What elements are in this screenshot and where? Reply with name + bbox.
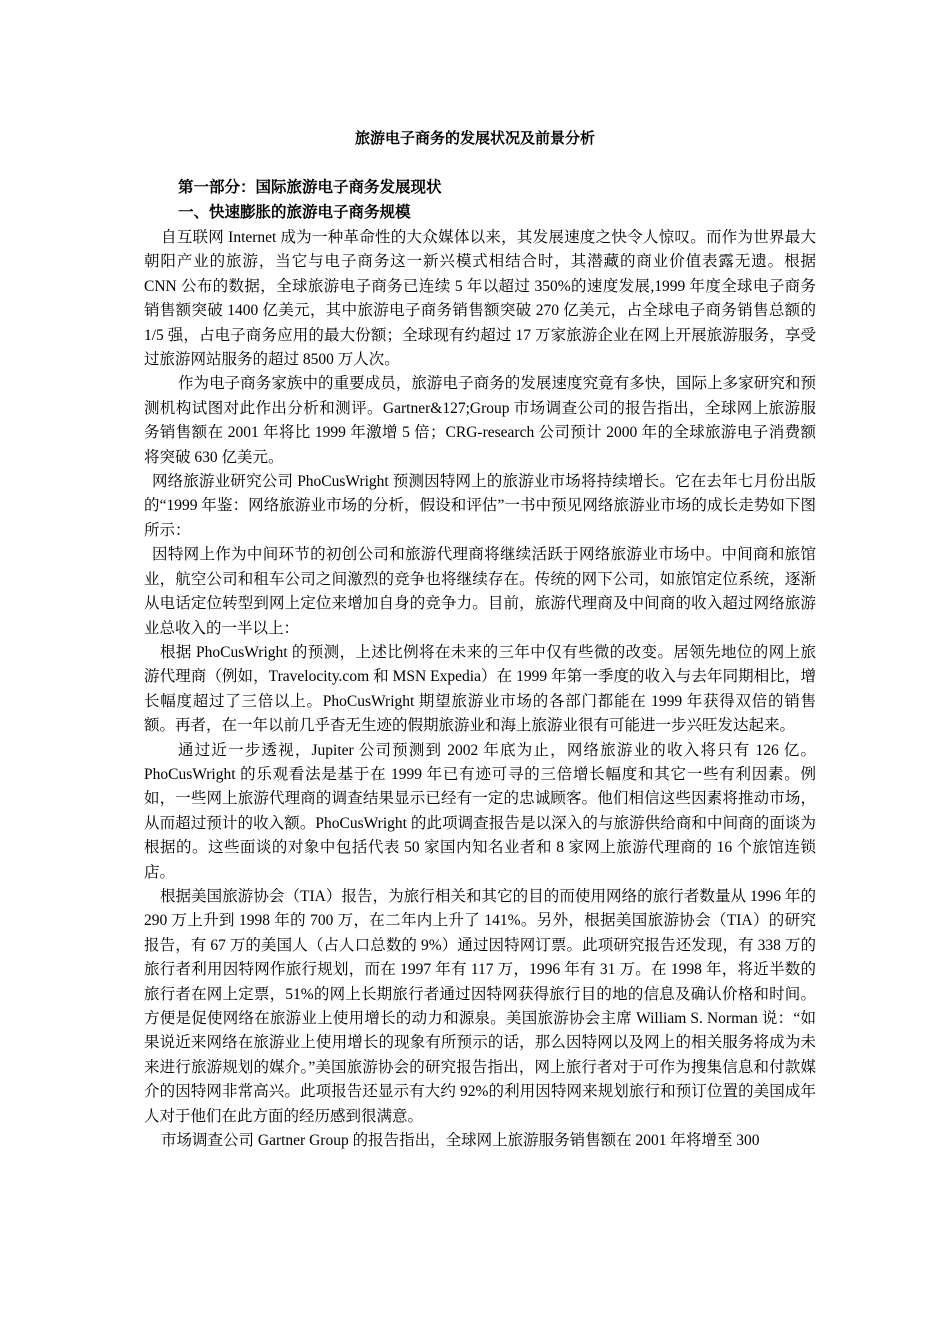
paragraph: 根据 PhoCusWright 的预测，上述比例将在未来的三年中仅有些微的改变。居领先地位的网上旅游代理商（例如，Travelocity.com 和 MSN Expedia）在 1999 年第一季度的收入与去年同期相比，增长幅度超过了三倍以上。PhoCusWright 期望旅游业市场的各部门都能在 1999 年获得双倍的销售额。再者，在一年以前几乎杳无生迹的假期旅游业和海上旅游业很有可能进一步兴旺发达起来。 (144, 643, 816, 735)
paragraph: 根据美国旅游协会（TIA）报告，为旅行相关和其它的目的而使用网络的旅行者数量从 1996 年的 290 万上升到 1998 年的 700 万，在二年内上升了 141%。另外，根据美国旅游协会（TIA）的研究报告，有 67 万的美国人（占人口总数的 9%）通过因特网订票。此项研究报告还发现，有 338 万的旅行者利用因特网作旅行规划，而在 1997 年有 117 万，1996 年有 31 万。在 1998 年，将近半数的旅行者在网上定票，51%的网上长期旅行者通过因特网获得旅行目的地的信息及确认价格和时间。方便是促使网络在旅游业上使用增长的动力和源泉。美国旅游协会主席 William S. Norman 说：“如果说近来网络在旅游业上使用增长的现象有所预示的话，那么因特网以及网上的相关服务将成为未来进行旅游规划的媒介。”美国旅游协会的研究报告指出，网上旅行者对于可作为搜集信息和付款媒介的因特网非常高兴。此项报告还显示有大约 92%的利用因特网来规划旅行和预订位置的美国成年人对于他们在此方面的经历感到很满意。 (144, 887, 816, 1125)
paragraph: 网络旅游业研究公司 PhoCusWright 预测因特网上的旅游业市场将持续增长。它在去年七月份出版的“1999 年鉴：网络旅游业市场的分析，假设和评估”一书中预见网络旅游业市场的成长走势如下图所示： (144, 473, 816, 539)
paragraph: 因特网上作为中间环节的初创公司和旅游代理商将继续活跃于网络旅游业市场中。中间商和旅馆业，航空公司和租车公司之间激烈的竞争也将继续存在。传统的网下公司，如旅馆定位系统，逐渐从电话定位转型到网上定位来增加自身的竞争力。目前，旅游代理商及中间商的收入超过网络旅游业总收入的一半以上： (144, 546, 816, 637)
paragraph: 通过近一步透视，Jupiter 公司预测到 2002 年底为止，网络旅游业的收入将只有 126 亿。PhoCusWright 的乐观看法是基于在 1999 年已有迹可寻的三倍增长幅度和其它一些有利因素。例如，一些网上旅游代理商的调查结果显示已经有一定的忠诚顾客。他们相信这些因素将推动市场，从而超过预计的收入额。PhoCusWright 的此项调查报告是以深入的与旅游供给商和中间商的面谈为根据的。这些面谈的对象中包括代表 50 家国内知名业者和 8 家网上旅游代理商的 16 个旅馆连锁店。 (144, 741, 816, 881)
section-heading: 第一部分：国际旅游电子商务发展现状 (178, 177, 442, 196)
paragraph: 自互联网 Internet 成为一种革命性的大众媒体以来，其发展速度之快令人惊叹。而作为世界最大朝阳产业的旅游，当它与电子商务这一新兴模式相结合时，其潜藏的商业价值表露无遗。根据 CNN 公布的数据，全球旅游电子商务已连续 5 年以超过 350%的速度发展,1999 年度全球电子商务销售额突破 1400 亿美元，其中旅游电子商务销售额突破 270 亿美元，占全球电子商务销售总额的 1/5 强，占电子商务应用的最大份额；全球现有约超过 17 万家旅游企业在网上开展旅游服务，享受过旅游网站服务的超过 8500 万人次。 (144, 229, 816, 369)
document-body (144, 226, 816, 1153)
paragraph: 市场调查公司 Gartner Group 的报告指出，全球网上旅游服务销售额在 2001 年将增至 300 (161, 1132, 760, 1150)
paragraph: 作为电子商务家族中的重要成员，旅游电子商务的发展速度究竟有多快，国际上多家研究和预测机构试图对此作出分析和测评。Gartner&127;Group 市场调查公司的报告指出，全球网上旅游服务销售额在 2001 年将比 1999 年激增 5 倍；CRG-research 公司预计 2000 年的全球旅游电子消费额将突破 630 亿美元。 (144, 375, 816, 466)
subsection-heading: 一、快速膨胀的旅游电子商务规模 (178, 202, 411, 221)
document-title: 旅游电子商务的发展状况及前景分析 (354, 129, 595, 147)
